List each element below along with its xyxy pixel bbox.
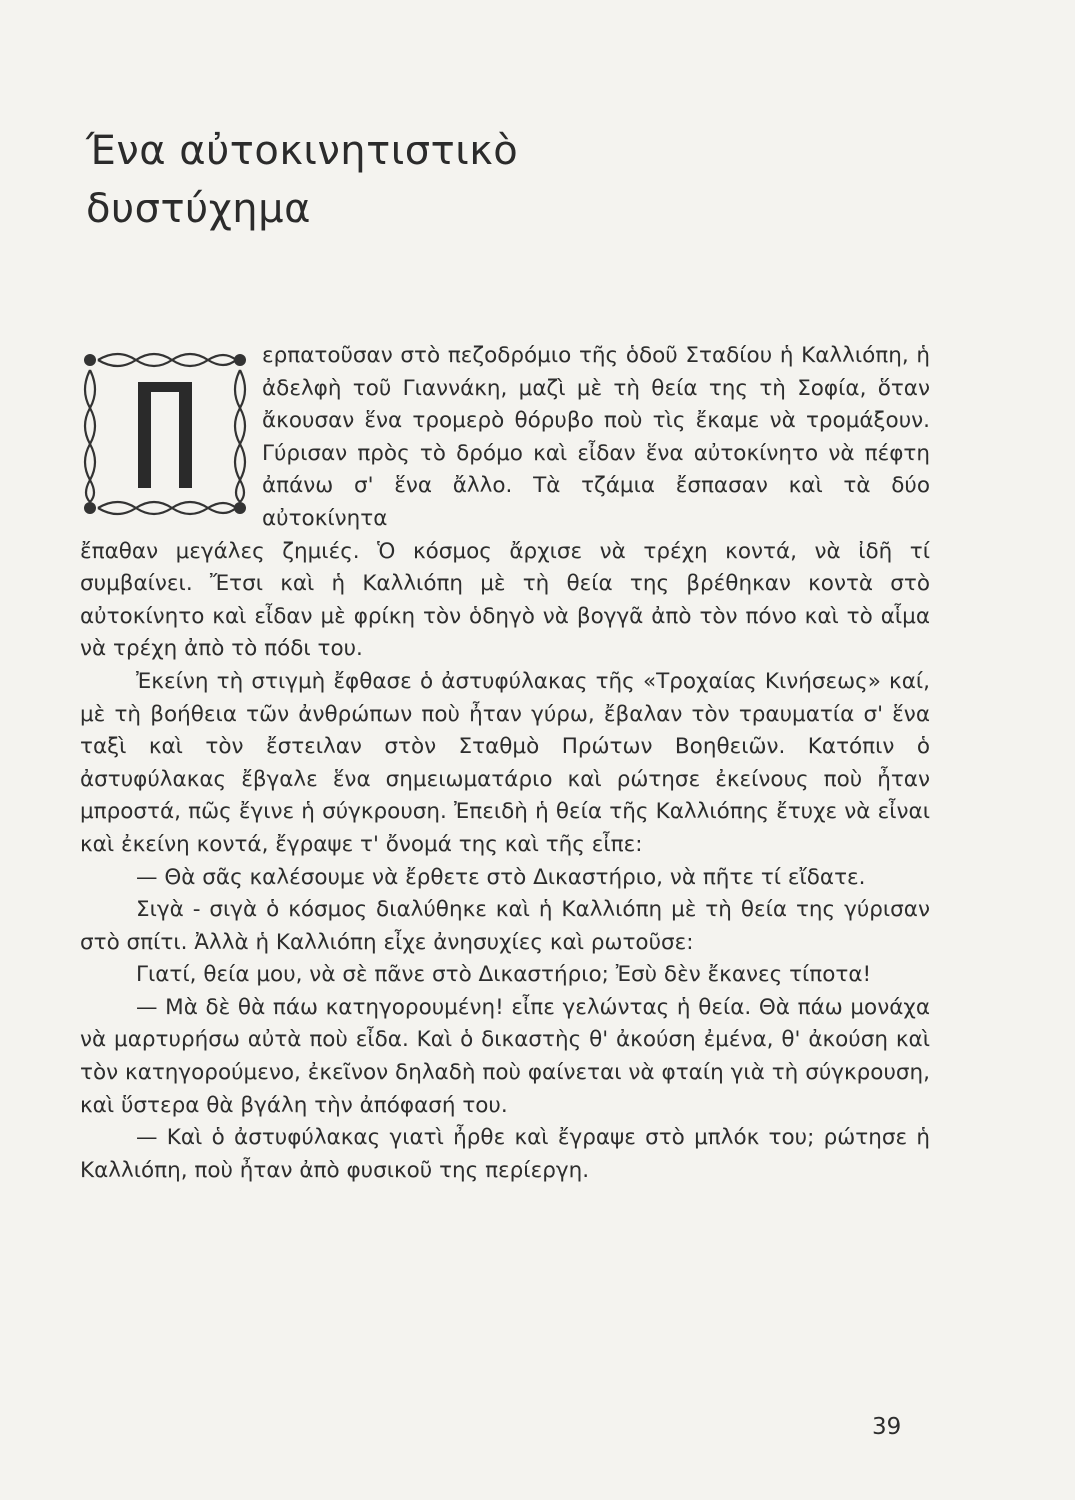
chapter-title-line-1: Ένα αὐτοκινητιστικὸ (86, 128, 519, 174)
paragraph-1-wrapped: ερπατοῦσαν στὸ πεζοδρόμιο τῆς ὁδοῦ Σταδίου ἡ Καλλιόπη, ἡ ἀδελφὴ τοῦ Γιαννάκη, μαζὶ μὲ τὴ θεία της τὴ Σοφία, ὅταν ἄκουσαν ἕνα τρομερὸ θόρυβο ποὺ τὶς ἔκαμε νὰ τρομάξουν. Γύρισαν πρὸς τὸ δρόμο καὶ εἶδαν ἕνα αὐτοκίνητο νὰ πέφτη ἀπάνω σ' ἕνα ἄλλο. Τὰ τζάμια ἔσπασαν καὶ τὰ δύο αὐτοκίνητα (262, 343, 930, 531)
paragraph-4: Σιγὰ - σιγὰ ὁ κόσμος διαλύθηκε καὶ ἡ Καλλιόπη μὲ τὴ θεία της γύρισαν στὸ σπίτι. Ἀλλὰ ἡ Καλλιόπη εἶχε ἀνησυχίες καὶ ρωτοῦσε: (80, 897, 930, 955)
page-number: 39 (872, 1414, 902, 1440)
paragraph-6: — Μὰ δὲ θὰ πάω κατηγορουμένη! εἶπε γελώντας ἡ θεία. Θὰ πάω μονάχα νὰ μαρτυρήσω αὐτὰ ποὺ εἶδα. Καὶ ὁ δικαστὴς θ' ἀκούση ἐμένα, θ' ἀκούση καὶ τὸν κατηγορούμενο, ἐκεῖνον δηλαδὴ ποὺ φαίνεται νὰ φταίη γιὰ τὴ σύγκρουση, καὶ ὕστερα θὰ βγάλη τὴν ἀπόφασή του. (80, 994, 930, 1118)
paragraph-1-rest: ἔπαθαν μεγάλες ζημιές. Ὁ κόσμος ἄρχισε νὰ τρέχη κοντά, νὰ ἰδῆ τί συμβαίνει. Ἔτσι καὶ ἡ Καλλιόπη μὲ τὴ θεία της βρέθηκαν κοντὰ στὸ αὐτοκίνητο καὶ εἶδαν μὲ φρίκη τὸν ὁδηγὸ νὰ βογγᾶ ἀπὸ τὸν πόνο καὶ τὸ αἷμα νὰ τρέχη ἀπὸ τὸ πόδι του. (80, 538, 930, 662)
paragraph-7: — Καὶ ὁ ἀστυφύλακας γιατὶ ἦρθε καὶ ἔγραψε στὸ μπλόκ του; ρώτησε ἡ Καλλιόπη, ποὺ ἦταν ἀπὸ φυσικοῦ της περίεργη. (80, 1125, 930, 1183)
body-text (80, 340, 930, 1187)
paragraph-2: Ἐκείνη τὴ στιγμὴ ἔφθασε ὁ ἀστυφύλακας τῆς «Τροχαίας Κινήσεως» καί, μὲ τὴ βοήθεια τῶν ἀνθρώπων ποὺ ἦταν γύρω, ἔβαλαν τὸν τραυματία σ' ἕνα ταξὶ καὶ τὸν ἔστειλαν στὸν Σταθμὸ Πρώτων Βοηθειῶν. Κατόπιν ὁ ἀστυφύλακας ἔβγαλε ἕνα σημειωματάριο καὶ ρώτησε ἐκείνους ποὺ ἦταν μπροστά, πῶς ἔγινε ἡ σύγκρουση. Ἐπειδὴ ἡ θεία τῆς Καλλιόπης ἔτυχε νὰ εἶναι καὶ ἐκείνη κοντά, ἔγραψε τ' ὄνομά της καὶ τῆς εἶπε: (80, 668, 930, 857)
paragraph-5: Γιατί, θεία μου, νὰ σὲ πᾶνε στὸ Δικαστήριο; Ἐσὺ δὲν ἔκανες τίποτα! (136, 962, 872, 988)
paragraph-3: — Θὰ σᾶς καλέσουμε νὰ ἔρθετε στὸ Δικαστήριο, νὰ πῆτε τί εἴδατε. (136, 864, 866, 890)
chapter-title (86, 122, 518, 238)
chapter-title-line-2: δυστύχημα (86, 186, 311, 232)
